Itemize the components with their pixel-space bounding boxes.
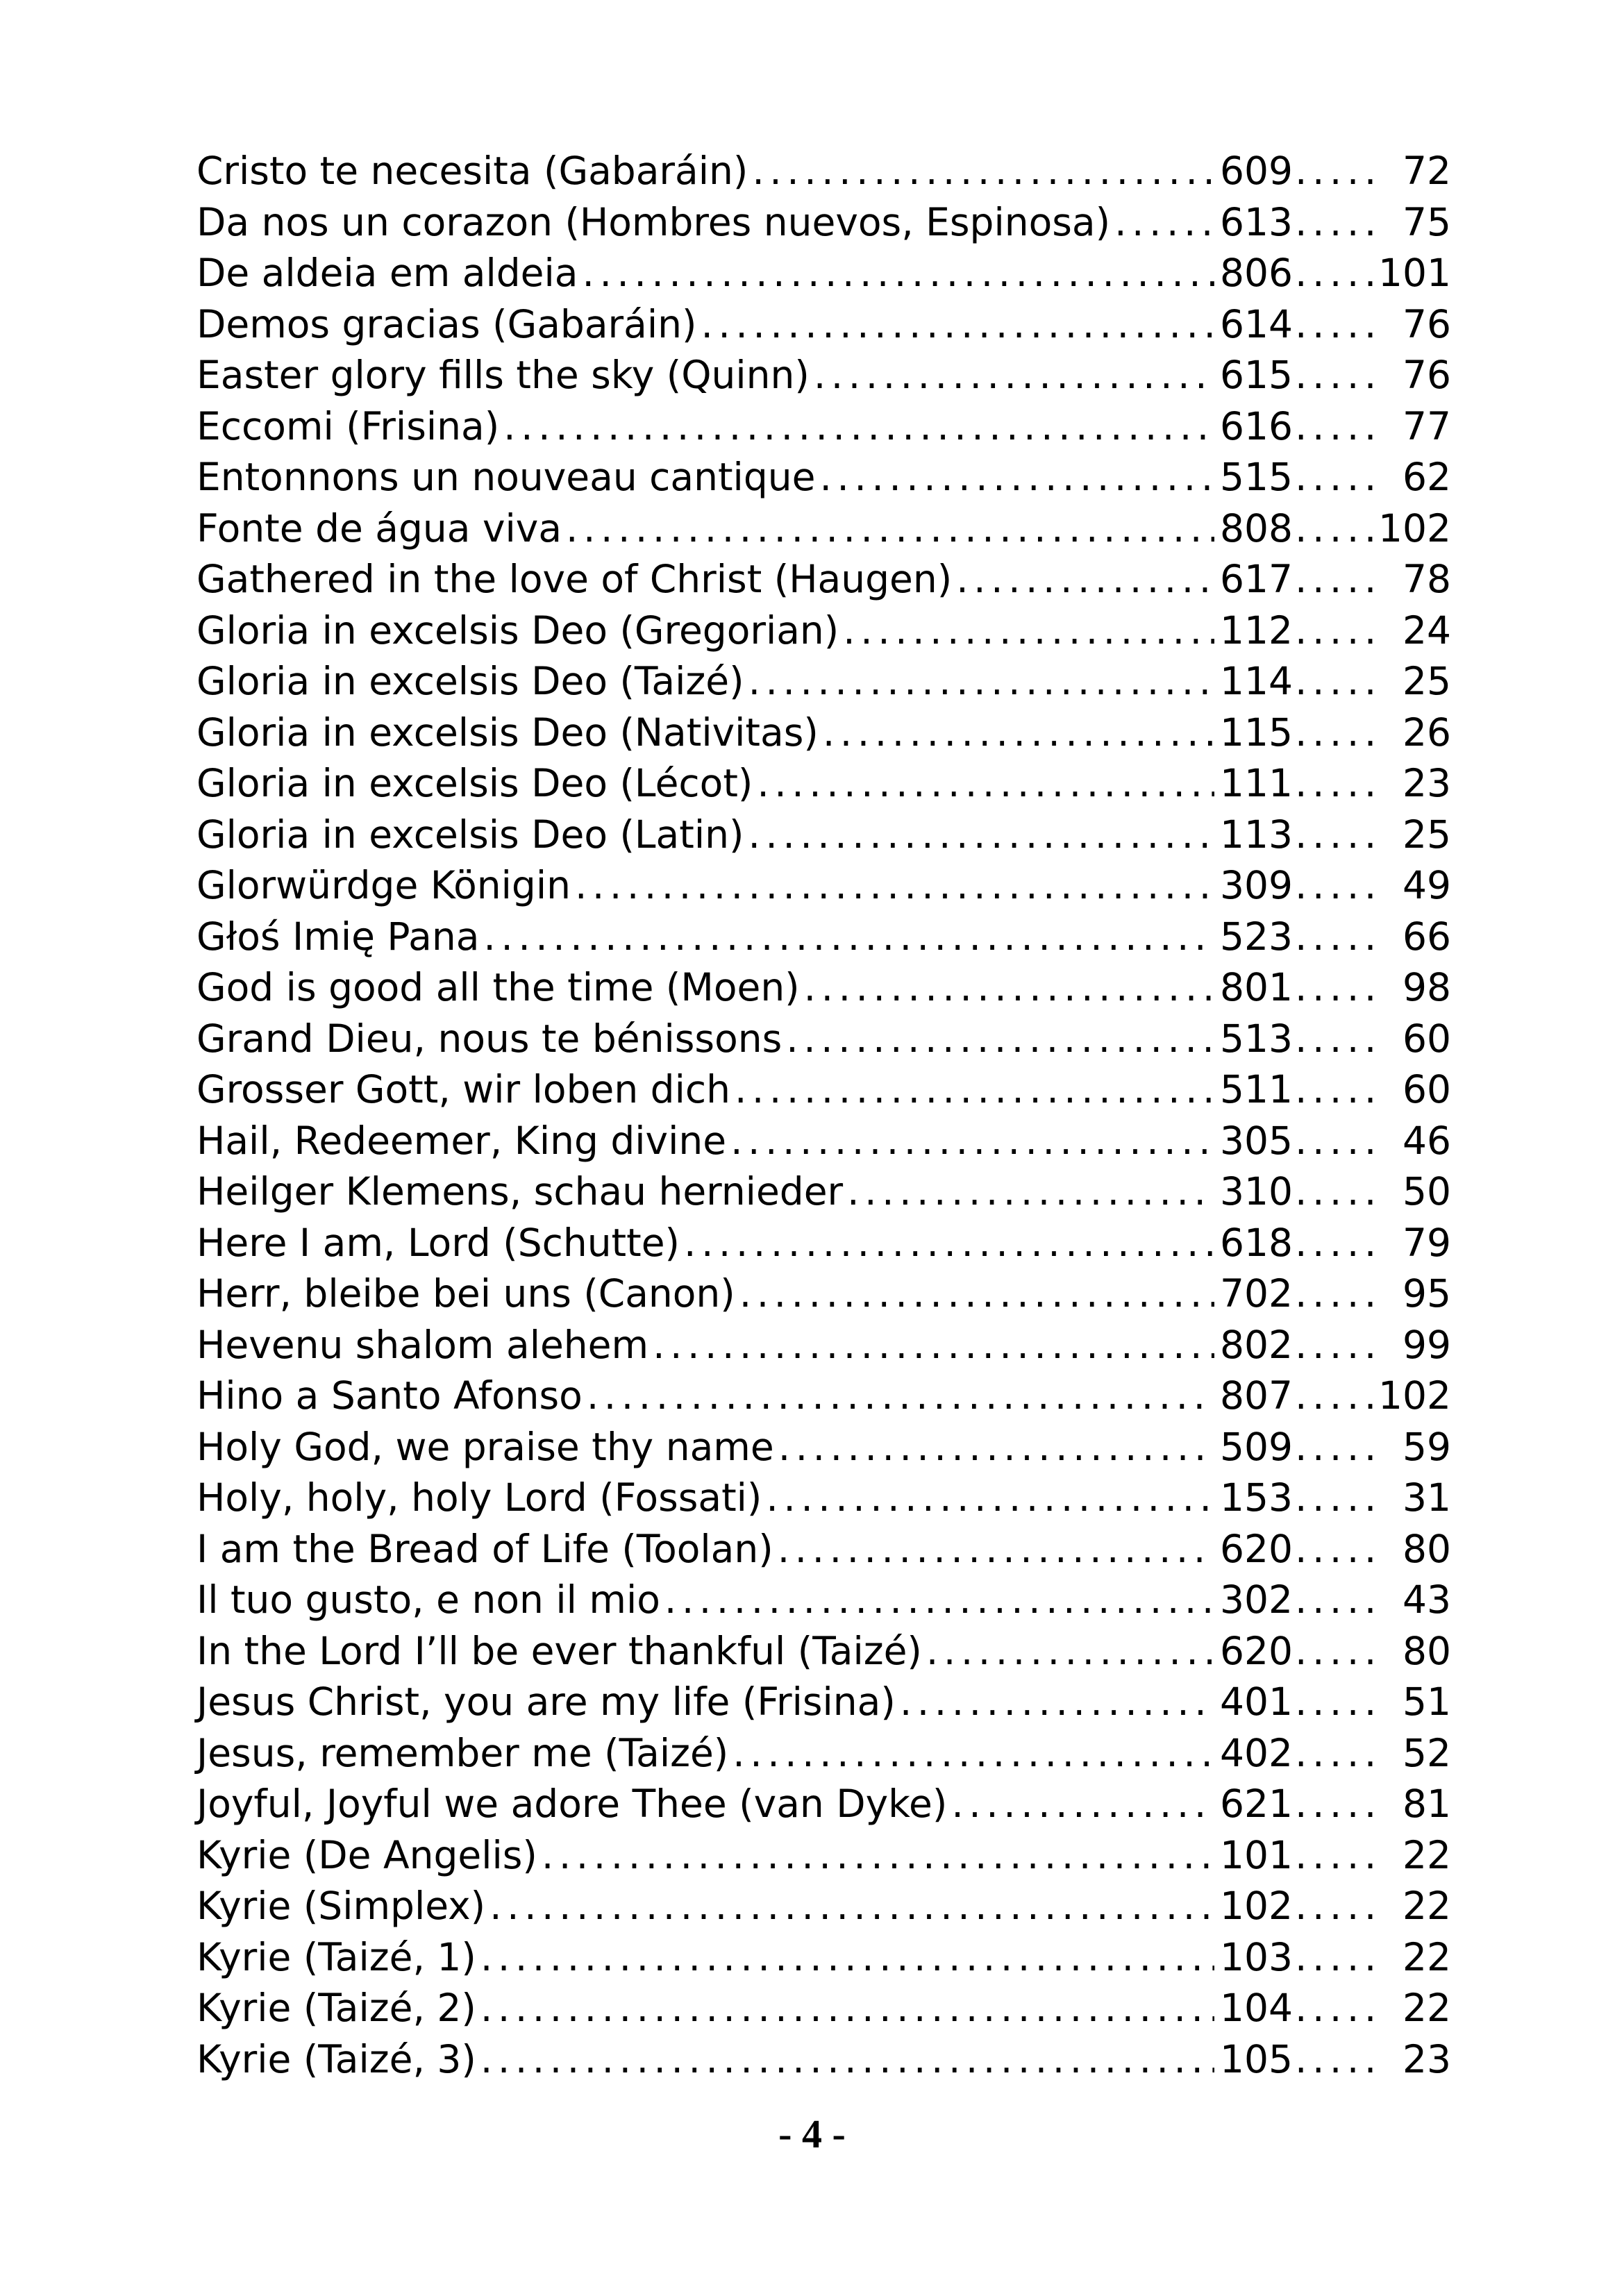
hymn-title: Jesus Christ, you are my life (Frisina)	[196, 1679, 896, 1724]
hymn-number: 801	[1220, 965, 1293, 1009]
page-reference: 81	[1403, 1782, 1451, 1826]
dot-leader	[1295, 554, 1378, 605]
page-number: - 4 -	[778, 2111, 846, 2156]
dot-leader	[956, 554, 1214, 605]
page-reference: 79	[1403, 1220, 1451, 1265]
dot-leader	[1295, 1881, 1378, 1932]
hymn-title: Hino a Santo Afonso	[196, 1373, 583, 1418]
dot-leader	[489, 1881, 1214, 1932]
hymn-title: Kyrie (Simplex)	[196, 1884, 486, 1928]
index-entry	[196, 1320, 1451, 1371]
hymn-title: Gloria in excelsis Deo (Gregorian)	[196, 607, 839, 653]
index-entry	[196, 452, 1451, 503]
page-reference: 72	[1403, 149, 1451, 193]
page-reference: 31	[1403, 1475, 1451, 1520]
dot-leader	[1295, 1014, 1378, 1065]
hymn-number: 305	[1220, 1118, 1293, 1163]
dot-leader	[1295, 1524, 1378, 1575]
hymn-number: 613	[1220, 199, 1293, 244]
hymn-title: Cristo te necesita (Gabaráin)	[196, 149, 748, 193]
hymn-number: 114	[1220, 659, 1293, 703]
index-entry	[196, 656, 1451, 707]
dot-leader	[1295, 1371, 1378, 1422]
hymn-number: 153	[1220, 1475, 1293, 1520]
dot-leader	[684, 1218, 1214, 1269]
dot-leader	[786, 1014, 1214, 1065]
hymn-title: Hevenu shalom alehem	[196, 1322, 649, 1367]
dot-leader	[1295, 299, 1378, 351]
dot-leader	[1295, 912, 1378, 963]
dot-leader	[1295, 401, 1378, 453]
hymn-title: God is good all the time (Moen)	[196, 965, 800, 1009]
hymn-title: Il tuo gusto, e non il mio	[196, 1577, 660, 1622]
hymn-number: 511	[1220, 1067, 1293, 1112]
page-reference: 80	[1403, 1628, 1451, 1673]
hymn-title: Herr, bleibe bei uns (Canon)	[196, 1271, 735, 1316]
hymn-title: Gathered in the love of Christ (Haugen)	[196, 557, 953, 601]
hymn-number: 616	[1220, 403, 1293, 449]
page-reference: 78	[1403, 557, 1451, 601]
page-reference: 102	[1378, 505, 1451, 551]
page-reference: 76	[1403, 301, 1451, 346]
hymn-title: Joyful, Joyful we adore Thee (van Dyke)	[196, 1782, 948, 1826]
hymn-title: Gloria in excelsis Deo (Nativitas)	[196, 710, 819, 755]
hymn-number: 807	[1220, 1373, 1293, 1418]
hymn-number: 115	[1220, 710, 1293, 755]
index-entry	[196, 1218, 1451, 1269]
index-entry	[196, 860, 1451, 912]
index-entry	[196, 1779, 1451, 1830]
hymn-title: Kyrie (Taizé, 3)	[196, 2036, 476, 2081]
dot-leader	[1295, 1218, 1378, 1269]
index-entry	[196, 1524, 1451, 1575]
index-entry	[196, 350, 1451, 401]
dot-leader	[847, 1166, 1214, 1218]
dot-leader	[1295, 962, 1378, 1014]
page-reference: 23	[1403, 761, 1451, 805]
dot-leader	[1295, 1422, 1378, 1473]
dot-leader	[748, 810, 1214, 861]
hymn-number: 513	[1220, 1016, 1293, 1061]
index-entry	[196, 605, 1451, 657]
dot-leader	[1295, 197, 1378, 249]
dot-leader	[733, 1728, 1214, 1779]
dot-leader	[843, 605, 1214, 657]
hymn-number: 806	[1220, 251, 1293, 295]
hymn-title: Gloria in excelsis Deo (Taizé)	[196, 659, 744, 703]
index-entry	[196, 503, 1451, 555]
index-entry	[196, 1626, 1451, 1677]
index-entry	[196, 1014, 1451, 1065]
hymn-number: 302	[1220, 1577, 1293, 1622]
hymn-number: 609	[1220, 149, 1293, 193]
index-entry	[196, 1116, 1451, 1167]
hymn-number: 104	[1220, 1986, 1293, 2030]
hymn-title: Głoś Imię Pana	[196, 914, 480, 959]
hymn-title: Glorwürdge Königin	[196, 863, 571, 907]
dot-leader	[542, 1830, 1214, 1882]
dot-leader	[778, 1524, 1214, 1575]
index-entry	[196, 1830, 1451, 1882]
dot-leader	[1295, 146, 1378, 197]
page-reference: 22	[1403, 1934, 1451, 1979]
hymn-title: Kyrie (Taizé, 1)	[196, 1934, 476, 1979]
hymn-title: Holy, holy, holy Lord (Fossati)	[196, 1475, 762, 1520]
index-entry	[196, 1371, 1451, 1422]
hymn-number: 523	[1220, 914, 1293, 959]
page-reference: 99	[1403, 1322, 1451, 1367]
hymn-title: De aldeia em aldeia	[196, 251, 578, 295]
dot-leader	[900, 1677, 1214, 1728]
index-entry	[196, 401, 1451, 453]
dot-leader	[701, 299, 1214, 351]
page-reference: 49	[1403, 863, 1451, 907]
hymn-number: 620	[1220, 1628, 1293, 1673]
page-reference: 80	[1403, 1526, 1451, 1571]
hymn-number: 802	[1220, 1322, 1293, 1367]
hymn-number: 515	[1220, 455, 1293, 499]
index-entry	[196, 1932, 1451, 1984]
page-reference: 98	[1403, 965, 1451, 1009]
dot-leader	[480, 1983, 1214, 2034]
dot-leader	[587, 1371, 1214, 1422]
hymn-number: 614	[1220, 301, 1293, 346]
hymn-number: 621	[1220, 1782, 1293, 1826]
index-entry	[196, 1422, 1451, 1473]
hymn-title: Grosser Gott, wir loben dich	[196, 1067, 730, 1112]
dot-leader	[1295, 1268, 1378, 1320]
dot-leader	[823, 707, 1214, 759]
hymn-title: Eccomi (Frisina)	[196, 403, 500, 449]
page-reference: 23	[1403, 2036, 1451, 2081]
hymn-title: Kyrie (De Angelis)	[196, 1832, 537, 1877]
dot-leader	[730, 1116, 1214, 1167]
hymn-title: Kyrie (Taizé, 2)	[196, 1986, 476, 2030]
dot-leader	[735, 1064, 1214, 1116]
hymn-number: 702	[1220, 1271, 1293, 1316]
dot-leader	[1295, 248, 1378, 299]
page-reference: 62	[1403, 455, 1451, 499]
hymn-number: 101	[1220, 1832, 1293, 1877]
dot-leader	[752, 146, 1214, 197]
index-entry	[196, 1728, 1451, 1779]
page-reference: 22	[1403, 1832, 1451, 1877]
dot-leader	[1114, 197, 1214, 249]
dot-leader	[1295, 1575, 1378, 1626]
dot-leader	[1295, 1626, 1378, 1677]
dot-leader	[757, 758, 1214, 810]
page-reference: 52	[1403, 1730, 1451, 1775]
page-reference: 46	[1403, 1118, 1451, 1163]
index-entry	[196, 2034, 1451, 2086]
index-entry	[196, 912, 1451, 963]
dot-leader	[1295, 810, 1378, 861]
index-entry	[196, 1473, 1451, 1524]
dot-leader	[566, 503, 1214, 555]
dot-leader	[1295, 1830, 1378, 1882]
hymn-number: 402	[1220, 1730, 1293, 1775]
page-reference: 24	[1403, 607, 1451, 653]
hymn-title: Holy God, we praise thy name	[196, 1424, 774, 1469]
index-entry	[196, 1881, 1451, 1932]
hymn-title: I am the Bread of Life (Toolan)	[196, 1526, 773, 1571]
page-reference: 25	[1403, 812, 1451, 857]
page-reference: 101	[1378, 251, 1451, 295]
hymn-number: 103	[1220, 1934, 1293, 1979]
hymn-title: Da nos un corazon (Hombres nuevos, Espinosa)	[196, 199, 1111, 244]
page-reference: 50	[1403, 1169, 1451, 1214]
page-reference: 66	[1403, 914, 1451, 959]
hymn-number: 509	[1220, 1424, 1293, 1469]
page-reference: 22	[1403, 1884, 1451, 1928]
index-entry	[196, 962, 1451, 1014]
dot-leader	[575, 860, 1214, 912]
dot-leader	[1295, 707, 1378, 759]
hymn-number: 112	[1220, 607, 1293, 653]
hymn-title: Heilger Klemens, schau hernieder	[196, 1169, 844, 1214]
dot-leader	[1295, 1166, 1378, 1218]
dot-leader	[804, 962, 1214, 1014]
index-entry	[196, 1268, 1451, 1320]
page-reference: 59	[1403, 1424, 1451, 1469]
dot-leader	[1295, 452, 1378, 503]
page-reference: 22	[1403, 1986, 1451, 2030]
hymn-number: 102	[1220, 1884, 1293, 1928]
page-reference: 51	[1403, 1679, 1451, 1724]
dot-leader	[951, 1779, 1214, 1830]
page-reference: 60	[1403, 1016, 1451, 1061]
hymn-title: Hail, Redeemer, King divine	[196, 1118, 727, 1163]
hymn-number: 615	[1220, 353, 1293, 397]
hymn-title: Gloria in excelsis Deo (Latin)	[196, 812, 744, 857]
hymn-title: Entonnons un nouveau cantique	[196, 455, 816, 499]
dot-leader	[1295, 503, 1378, 555]
hymn-number: 105	[1220, 2036, 1293, 2081]
dot-leader	[1295, 656, 1378, 707]
dot-leader	[748, 656, 1214, 707]
hymn-number: 401	[1220, 1679, 1293, 1724]
hymn-number: 617	[1220, 557, 1293, 601]
dot-leader	[1295, 1677, 1378, 1728]
page-reference: 43	[1403, 1577, 1451, 1622]
hymn-title: Easter glory fills the sky (Quinn)	[196, 353, 810, 397]
index-entry	[196, 1983, 1451, 2034]
hymn-number: 808	[1220, 505, 1293, 551]
dot-leader	[1295, 605, 1378, 657]
page-reference: 95	[1403, 1271, 1451, 1316]
page-reference: 102	[1378, 1373, 1451, 1418]
dot-leader	[1295, 1116, 1378, 1167]
dot-leader	[1295, 1728, 1378, 1779]
dot-leader	[1295, 860, 1378, 912]
index-entry	[196, 554, 1451, 605]
hymn-number: 618	[1220, 1220, 1293, 1265]
hymn-title: Fonte de água viva	[196, 505, 562, 551]
index-entry	[196, 810, 1451, 861]
index-entry	[196, 1677, 1451, 1728]
dot-leader	[653, 1320, 1214, 1371]
index-entry	[196, 707, 1451, 759]
index-entry	[196, 1575, 1451, 1626]
dot-leader	[483, 912, 1214, 963]
page-reference: 26	[1403, 710, 1451, 755]
index-entry	[196, 1166, 1451, 1218]
dot-leader	[1295, 1473, 1378, 1524]
index-entry	[196, 758, 1451, 810]
dot-leader	[1295, 1320, 1378, 1371]
dot-leader	[766, 1473, 1214, 1524]
dot-leader	[583, 248, 1215, 299]
dot-leader	[480, 1932, 1214, 1984]
dot-leader	[819, 452, 1214, 503]
hymn-title: Here I am, Lord (Schutte)	[196, 1220, 680, 1265]
index-entry	[196, 1064, 1451, 1116]
page-reference: 77	[1403, 403, 1451, 449]
dot-leader	[1295, 1983, 1378, 2034]
page-reference: 60	[1403, 1067, 1451, 1112]
hymn-number: 309	[1220, 863, 1293, 907]
index-entry	[196, 197, 1451, 249]
hymn-title: Gloria in excelsis Deo (Lécot)	[196, 761, 753, 805]
hymn-number: 310	[1220, 1169, 1293, 1214]
dot-leader	[480, 2034, 1214, 2086]
page-reference: 75	[1403, 199, 1451, 244]
page-reference: 76	[1403, 353, 1451, 397]
hymn-title: In the Lord I’ll be ever thankful (Taizé)	[196, 1628, 922, 1673]
dot-leader	[664, 1575, 1214, 1626]
page-reference: 25	[1403, 659, 1451, 703]
hymn-number: 111	[1220, 761, 1293, 805]
index-entry	[196, 299, 1451, 351]
dot-leader	[1295, 1779, 1378, 1830]
hymn-title: Demos gracias (Gabaráin)	[196, 301, 697, 346]
dot-leader	[1295, 2034, 1378, 2086]
hymn-title: Jesus, remember me (Taizé)	[196, 1730, 729, 1775]
dot-leader	[739, 1268, 1214, 1320]
hymn-index-list	[196, 146, 1451, 2085]
dot-leader	[814, 350, 1214, 401]
dot-leader	[1295, 758, 1378, 810]
dot-leader	[503, 401, 1214, 453]
hymn-number: 620	[1220, 1526, 1293, 1571]
dot-leader	[778, 1422, 1214, 1473]
dot-leader	[926, 1626, 1214, 1677]
dot-leader	[1295, 1064, 1378, 1116]
hymn-number: 113	[1220, 812, 1293, 857]
dot-leader	[1295, 350, 1378, 401]
dot-leader	[1295, 1932, 1378, 1984]
hymn-title: Grand Dieu, nous te bénissons	[196, 1016, 782, 1061]
index-entry	[196, 248, 1451, 299]
index-entry	[196, 146, 1451, 197]
